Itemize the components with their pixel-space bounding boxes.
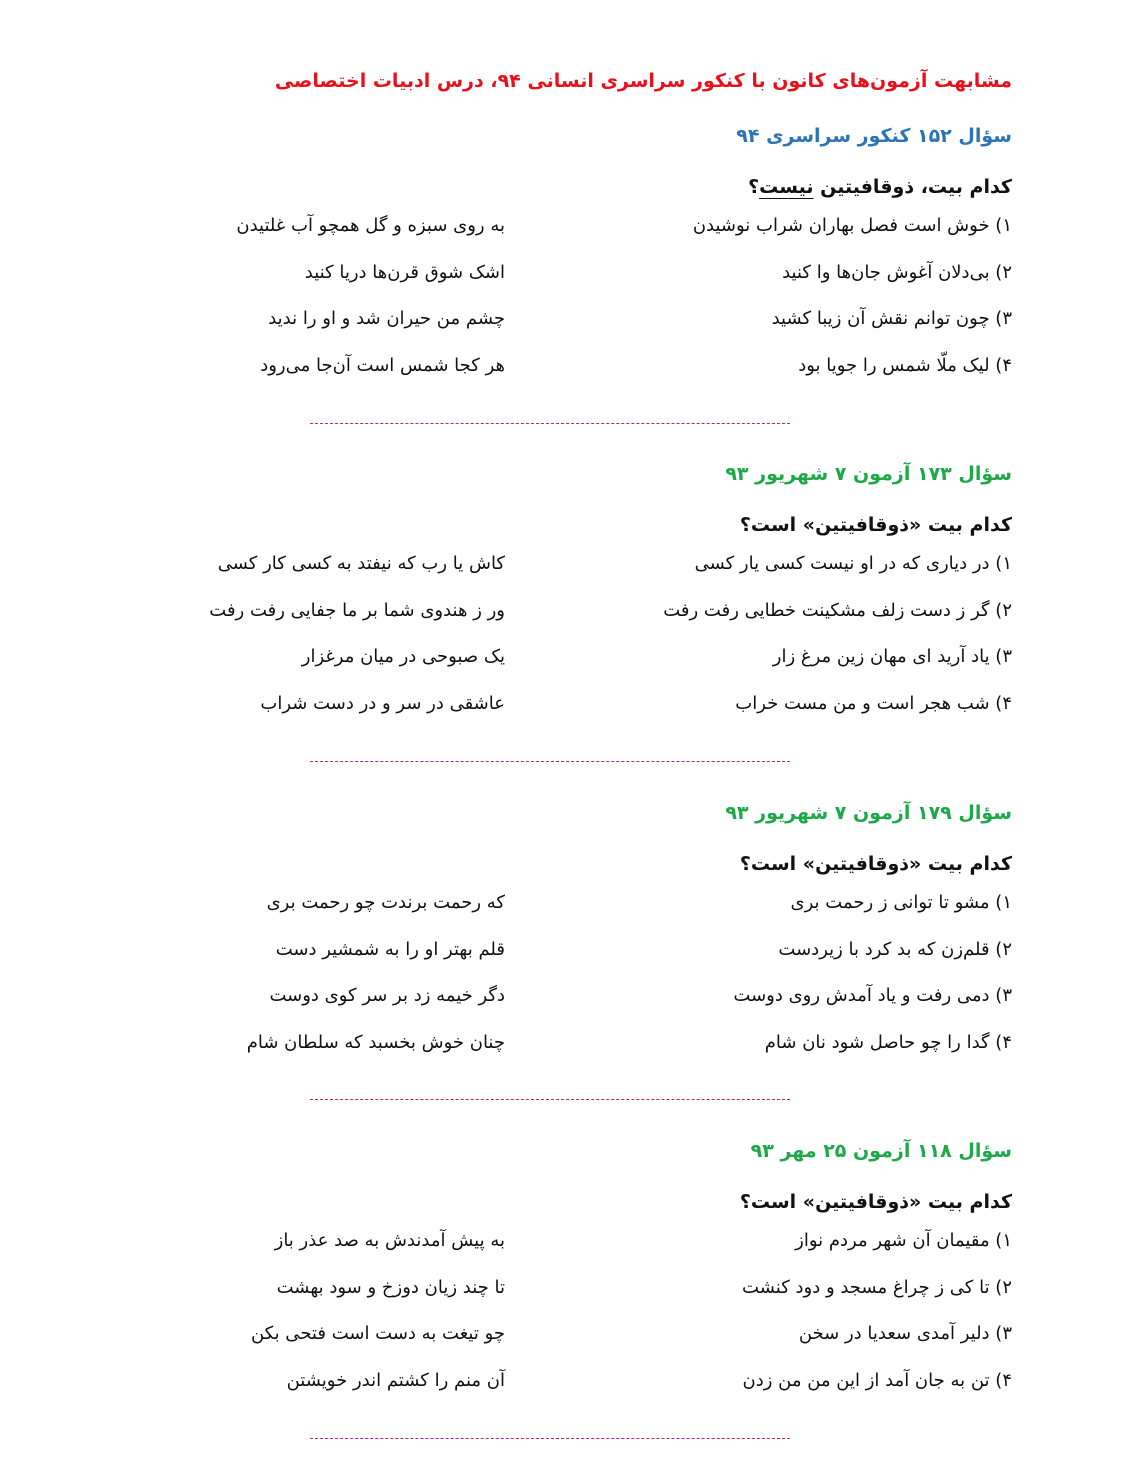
- section-divider: [310, 1438, 790, 1439]
- option-first-hemistich: ۲) قلم‌زن که بد کرد با زیردست: [778, 938, 1012, 960]
- answer-option: [112, 343, 1012, 390]
- question-section: [112, 796, 1012, 1066]
- question-prompt: [112, 1186, 1012, 1218]
- prompt-text: کدام بیت «ذوقافیتین» است؟: [739, 514, 1012, 536]
- option-first-hemistich: ۱) در دیاری که در او نیست کسی یار کسی: [694, 553, 1012, 574]
- option-second-hemistich: چشم من حیران شد و او را ندید: [268, 308, 505, 329]
- option-first-hemistich: ۱) خوش است فصل بهاران شراب نوشیدن: [692, 215, 1012, 236]
- option-second-hemistich: دگر خیمه زد بر سر کوی دوست: [269, 985, 505, 1006]
- prompt-text: کدام بیت، ذوقافیتین: [813, 176, 1012, 198]
- answer-option: [112, 880, 1012, 927]
- option-first-hemistich: ۳) یاد آرید ای مهان زین مرغ زار: [772, 646, 1012, 667]
- prompt-text-end: ؟: [748, 176, 760, 198]
- option-first-hemistich: ۴) لیک ملّا شمس را جویا بود: [798, 354, 1012, 376]
- question-heading: سؤال ۱۵۲ کنکور سراسری ۹۴: [736, 125, 1012, 147]
- question-section: [112, 1134, 1012, 1404]
- option-second-hemistich: قلم بهتر او را به شمشیر دست: [275, 938, 505, 960]
- option-second-hemistich: چو تیغت به دست است فتحی بکن: [250, 1323, 505, 1344]
- option-second-hemistich: تا چند زیان دوزخ و سود بهشت: [276, 1276, 505, 1298]
- option-first-hemistich: ۲) بی‌دلان آغوش جان‌ها وا کنید: [782, 261, 1012, 283]
- option-second-hemistich: عاشقی در سر و در دست شراب: [260, 692, 505, 714]
- option-first-hemistich: ۳) دمی رفت و یاد آمدش روی دوست: [733, 985, 1012, 1006]
- answer-option: [112, 1020, 1012, 1067]
- answer-option: [112, 588, 1012, 635]
- option-second-hemistich: به روی سبزه و گل همچو آب غلتیدن: [236, 215, 505, 236]
- option-second-hemistich: یک صبوحی در میان مرغزار: [301, 646, 505, 667]
- answer-option: [112, 296, 1012, 343]
- answer-option: [112, 541, 1012, 588]
- option-second-hemistich: به پیش آمدندش به صد عذر باز: [274, 1230, 505, 1251]
- option-second-hemistich: ور ز هندوی شما بر ما جفایی رفت رفت: [209, 599, 505, 621]
- option-second-hemistich: هر کجا شمس است آن‌جا می‌رود: [260, 354, 505, 376]
- section-divider: [310, 761, 790, 762]
- option-first-hemistich: ۲) گر ز دست زلف مشکینت خطایی رفت رفت: [663, 599, 1012, 621]
- answer-option: [112, 973, 1012, 1020]
- option-second-hemistich: که رحمت برندت چو رحمت بری: [266, 892, 505, 913]
- answer-option: [112, 1358, 1012, 1405]
- answer-option: [112, 1218, 1012, 1265]
- prompt-text: کدام بیت «ذوقافیتین» است؟: [739, 1191, 1012, 1213]
- option-first-hemistich: ۴) شب هجر است و من مست خراب: [735, 692, 1012, 714]
- question-section: [112, 119, 1012, 389]
- option-first-hemistich: ۳) چون توانم نقش آن زیبا کشید: [771, 308, 1012, 329]
- question-section: [112, 457, 1012, 727]
- option-second-hemistich: کاش یا رب که نیفتد به کسی کار کسی: [217, 553, 505, 574]
- answer-option: [112, 1311, 1012, 1358]
- section-divider: [310, 423, 790, 424]
- option-first-hemistich: ۲) تا کی ز چراغ مسجد و دود کنشت: [742, 1276, 1012, 1298]
- answer-option: [112, 1265, 1012, 1312]
- answer-option: [112, 634, 1012, 681]
- question-prompt: [112, 509, 1012, 541]
- option-first-hemistich: ۳) دلیر آمدی سعدیا در سخن: [798, 1323, 1012, 1344]
- option-first-hemistich: ۴) گدا را چو حاصل شود نان شام: [764, 1031, 1012, 1053]
- answer-option: [112, 250, 1012, 297]
- question-prompt: [112, 171, 1012, 203]
- prompt-underlined-word: نیست: [759, 176, 814, 198]
- answer-option: [112, 681, 1012, 728]
- option-first-hemistich: ۴) تن به جان آمد از این من من زدن: [742, 1369, 1012, 1391]
- document-title: مشابهت آزمون‌های کانون با کنکور سراسری انسانی ۹۴، درس ادبیات اختصاصی: [274, 70, 1012, 92]
- answer-option: [112, 927, 1012, 974]
- question-heading: سؤال ۱۷۳ آزمون ۷ شهریور ۹۳: [725, 463, 1012, 485]
- answer-option: [112, 203, 1012, 250]
- option-first-hemistich: ۱) مشو تا توانی ز رحمت بری: [790, 892, 1012, 913]
- question-prompt: [112, 848, 1012, 880]
- option-second-hemistich: اشک شوق قرن‌ها دریا کنید: [304, 261, 505, 283]
- section-divider: [310, 1099, 790, 1100]
- question-heading: سؤال ۱۱۸ آزمون ۲۵ مهر ۹۳: [750, 1140, 1012, 1162]
- option-second-hemistich: آن منم را کشتم اندر خویشتن: [286, 1369, 505, 1391]
- option-first-hemistich: ۱) مقیمان آن شهر مردم نواز: [795, 1230, 1012, 1251]
- option-second-hemistich: چنان خوش بخسبد که سلطان شام: [246, 1031, 505, 1053]
- prompt-text: کدام بیت «ذوقافیتین» است؟: [739, 853, 1012, 875]
- question-heading: سؤال ۱۷۹ آزمون ۷ شهریور ۹۳: [725, 802, 1012, 824]
